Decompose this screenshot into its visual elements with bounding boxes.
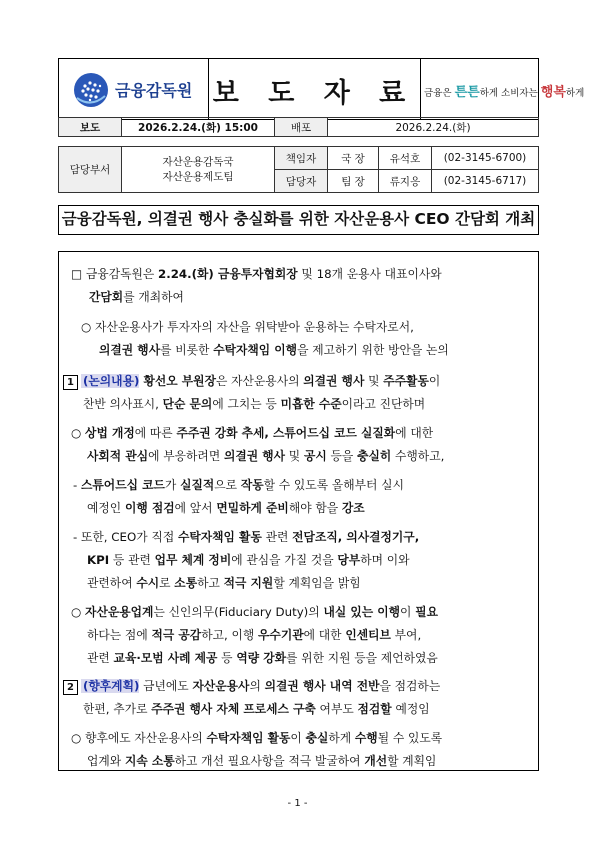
text-bold: 수탁자책임 활동 xyxy=(206,731,291,745)
text: 이라고 진단하며 xyxy=(341,397,426,411)
page-number: - 1 - xyxy=(287,798,308,809)
text-bold: 충실 xyxy=(305,731,329,745)
text: 하게 xyxy=(328,731,355,745)
paragraph-line xyxy=(71,603,438,620)
section-heading xyxy=(63,677,440,695)
press-title: 보 도 자 료 xyxy=(212,78,416,109)
section-tag: (논의내용) xyxy=(83,374,140,388)
text-bold: 개선 xyxy=(364,754,388,768)
paragraph-line xyxy=(83,700,430,717)
text: 및 18개 운용사 대표이사와 xyxy=(297,267,442,281)
text: 에 부응하려면 xyxy=(148,449,224,463)
text: 에 앞서 xyxy=(174,501,217,515)
text: 하고 xyxy=(197,576,224,590)
text-bold: 간담회 xyxy=(89,290,124,304)
text-bold: 주주권 강화 추세, 스튜어드십 코드 실질화 xyxy=(176,426,396,440)
paragraph-line xyxy=(87,499,365,516)
text-bold: 스튜어드십 코드 xyxy=(81,478,165,492)
section-tag: (향후계획) xyxy=(83,679,140,693)
text-bold: 상법 개정 xyxy=(85,426,135,440)
text-bold: 내실 있는 이행 xyxy=(323,605,401,619)
text: 이 xyxy=(290,731,306,745)
paragraph-line xyxy=(87,752,436,769)
text-bold: 실질적 xyxy=(180,478,215,492)
text: ○ 향후에도 자산운용사의 xyxy=(71,731,207,745)
text: 의 xyxy=(249,679,265,693)
text-bold: 자산운용업계 xyxy=(85,605,154,619)
text: ○ xyxy=(71,605,86,619)
text: 는 신인의무(Fiduciary Duty)의 xyxy=(153,605,324,619)
text-bold: 단순 문의 xyxy=(162,397,213,411)
slogan-highlight: 튼튼 xyxy=(454,85,480,100)
paragraph-line xyxy=(73,528,419,545)
text: 등을 xyxy=(326,449,358,463)
text: 가 xyxy=(164,478,181,492)
globe-logo-icon xyxy=(73,72,109,108)
section-heading xyxy=(63,372,440,390)
text: 될 수 있도록 xyxy=(377,731,443,745)
org-logo-cell xyxy=(59,59,209,119)
text: 해야 함을 xyxy=(288,501,342,515)
text: 에 대한 xyxy=(303,628,346,642)
text-bold: 주주권 행사 자체 프로세스 구축 xyxy=(151,702,316,716)
text-bold: 적극 공감 xyxy=(151,628,202,642)
org-name: 금융감독원 xyxy=(115,81,193,100)
page-title: 금융감독원, 의결권 행사 충실화를 위한 자산운용사 CEO 간담회 개최 xyxy=(58,205,539,235)
release-info-table xyxy=(58,117,539,137)
release-label: 보도 xyxy=(59,118,122,137)
paragraph-line xyxy=(87,447,444,464)
paragraph-line xyxy=(71,424,433,441)
slogan-part: 금융은 xyxy=(424,88,455,99)
text: 이 xyxy=(428,374,441,388)
text: 여부도 xyxy=(315,702,358,716)
text-bold: 미흡한 수준 xyxy=(280,397,342,411)
text-bold: 의결권 행사 xyxy=(303,374,365,388)
text: 에 따른 xyxy=(134,426,177,440)
contact-name: 류지응 xyxy=(379,170,432,193)
section-number-badge: 2 xyxy=(63,680,78,695)
paragraph-line xyxy=(71,729,442,746)
text: 은 자산운용사의 xyxy=(215,374,304,388)
text: 으로 xyxy=(214,478,241,492)
text-bold: 주주활동 xyxy=(383,374,429,388)
paragraph-line xyxy=(81,318,414,335)
text-bold: 면밀하게 준비 xyxy=(216,501,289,515)
text-bold: 사회적 관심 xyxy=(87,449,149,463)
text-bold: 수시 xyxy=(136,576,160,590)
body-box xyxy=(58,251,539,771)
text: 관련 xyxy=(261,530,293,544)
text: 업계와 xyxy=(87,754,125,768)
paragraph-line xyxy=(73,476,404,493)
text-bold: 의결권 행사 xyxy=(223,449,286,463)
text: 하고 개선 필요사항을 적극 발굴하여 xyxy=(174,754,365,768)
text: 부여, xyxy=(390,628,422,642)
text: 관련 xyxy=(87,651,114,665)
text-bold: 인센티브 xyxy=(345,628,391,642)
text: 하다는 점에 xyxy=(87,628,152,642)
text: 등 xyxy=(217,651,237,665)
slogan-highlight: 행복 xyxy=(540,85,566,100)
text-bold: 의결권 행사 xyxy=(99,343,161,357)
paragraph-line xyxy=(87,551,410,568)
text: 한편, 추가로 xyxy=(83,702,152,716)
text-bold: 충실히 xyxy=(357,449,392,463)
section-number-badge: 1 xyxy=(63,375,78,390)
text-bold: 수탁자책임 이행 xyxy=(213,343,298,357)
text: 할 계획임을 밝힘 xyxy=(273,576,361,590)
text-bold: 이행 점검 xyxy=(124,501,175,515)
paragraph-line xyxy=(99,341,449,358)
slogan-cell xyxy=(420,59,585,119)
text: 등 관련 xyxy=(109,553,155,567)
press-title-cell xyxy=(208,59,421,119)
resp-name: 유석호 xyxy=(379,147,432,170)
text: 수행하고, xyxy=(391,449,445,463)
text: - xyxy=(73,478,82,492)
paragraph-line xyxy=(71,265,442,282)
text: 로 xyxy=(159,576,175,590)
paragraph-line xyxy=(87,574,361,591)
text-bold: 전담조직, 의사결정기구, xyxy=(292,530,420,544)
text-bold: 의결권 행사 내역 전반 xyxy=(264,679,380,693)
text-bold: 당부 xyxy=(337,553,361,567)
text-bold: 필요 xyxy=(415,605,438,619)
text: 을 제고하기 위한 방안을 논의 xyxy=(297,343,449,357)
distribution-label: 배포 xyxy=(275,118,328,137)
text-bold: (화) 금융투자협회장 xyxy=(191,267,298,281)
text: 에 대한 xyxy=(395,426,434,440)
text-bold: 지속 소통 xyxy=(124,754,175,768)
text: 및 xyxy=(364,374,384,388)
text-bold: 황선오 부원장 xyxy=(139,374,216,388)
slogan-part: 하게 xyxy=(565,88,585,99)
text-bold: KPI xyxy=(87,553,110,567)
paragraph-line xyxy=(89,288,184,305)
resp-phone: (02-3145-6700) xyxy=(432,147,539,170)
text: 찬반 의사표시, xyxy=(83,397,163,411)
contact-label: 담당자 xyxy=(275,170,328,193)
contact-title: 팀 장 xyxy=(328,170,379,193)
text: 를 개최하여 xyxy=(123,290,184,304)
text-bold: 공시 xyxy=(303,449,327,463)
text: - 또한, CEO가 직접 xyxy=(73,530,178,544)
text: 를 위한 지원 등을 제언하였음 xyxy=(286,651,438,665)
text: □ 금융감독원은 xyxy=(71,267,159,281)
text: 하고, 이행 xyxy=(201,628,259,642)
dept-name xyxy=(122,147,275,193)
text: ○ xyxy=(71,426,86,440)
paragraph-line xyxy=(83,395,425,412)
slogan-part: 하게 소비자는 xyxy=(479,88,541,99)
text-bold: 우수기관 xyxy=(258,628,304,642)
resp-label: 책임자 xyxy=(275,147,328,170)
text: ○ 자산운용사가 투자자의 자산을 위탁받아 운용하는 수탁자로서, xyxy=(81,320,414,334)
text: 을 점검하는 xyxy=(379,679,441,693)
text-bold: 강조 xyxy=(341,501,365,515)
dept-line: 자산운용감독국 xyxy=(162,155,234,168)
dept-line: 자산운용제도팀 xyxy=(162,170,234,183)
press-release-header xyxy=(58,58,585,120)
text-bold: 자산운용사 xyxy=(192,679,250,693)
text-bold: 적극 지원 xyxy=(223,576,274,590)
text-bold: 수행 xyxy=(354,731,378,745)
text-bold: 업무 체계 정비 xyxy=(154,553,232,567)
contact-phone: (02-3145-6717) xyxy=(432,170,539,193)
text: 예정인 xyxy=(87,501,125,515)
dept-label: 담당부서 xyxy=(59,147,122,193)
text: 관련하여 xyxy=(87,576,137,590)
text-bold: 2.24. xyxy=(158,267,192,281)
text-bold: 소통 xyxy=(174,576,198,590)
distribution-date: 2026.2.24.(화) xyxy=(328,118,539,137)
release-date: 2026.2.24.(화) 15:00 xyxy=(122,118,275,137)
text-bold: 수탁자책임 활동 xyxy=(177,530,262,544)
text: 예정임 xyxy=(391,702,430,716)
paragraph-line xyxy=(87,626,421,643)
text-bold: 점검할 xyxy=(357,702,392,716)
slogan xyxy=(424,81,585,100)
text: 를 비롯한 xyxy=(160,343,214,357)
resp-title: 국 장 xyxy=(328,147,379,170)
text: 및 xyxy=(285,449,304,463)
text: 하며 이와 xyxy=(360,553,410,567)
text: 에 그치는 등 xyxy=(212,397,281,411)
text: 할 수 있도록 올해부터 실시 xyxy=(263,478,404,492)
paragraph-line xyxy=(87,649,438,666)
text: 할 계획임 xyxy=(387,754,437,768)
text-bold: 작동 xyxy=(240,478,264,492)
text-bold: 교육·모범 사례 제공 xyxy=(113,651,218,665)
text: 금년에도 xyxy=(139,679,193,693)
contact-info-table xyxy=(58,146,539,193)
text: 이 xyxy=(400,605,416,619)
text: 에 관심을 가질 것을 xyxy=(231,553,338,567)
text-bold: 역량 강화 xyxy=(236,651,287,665)
